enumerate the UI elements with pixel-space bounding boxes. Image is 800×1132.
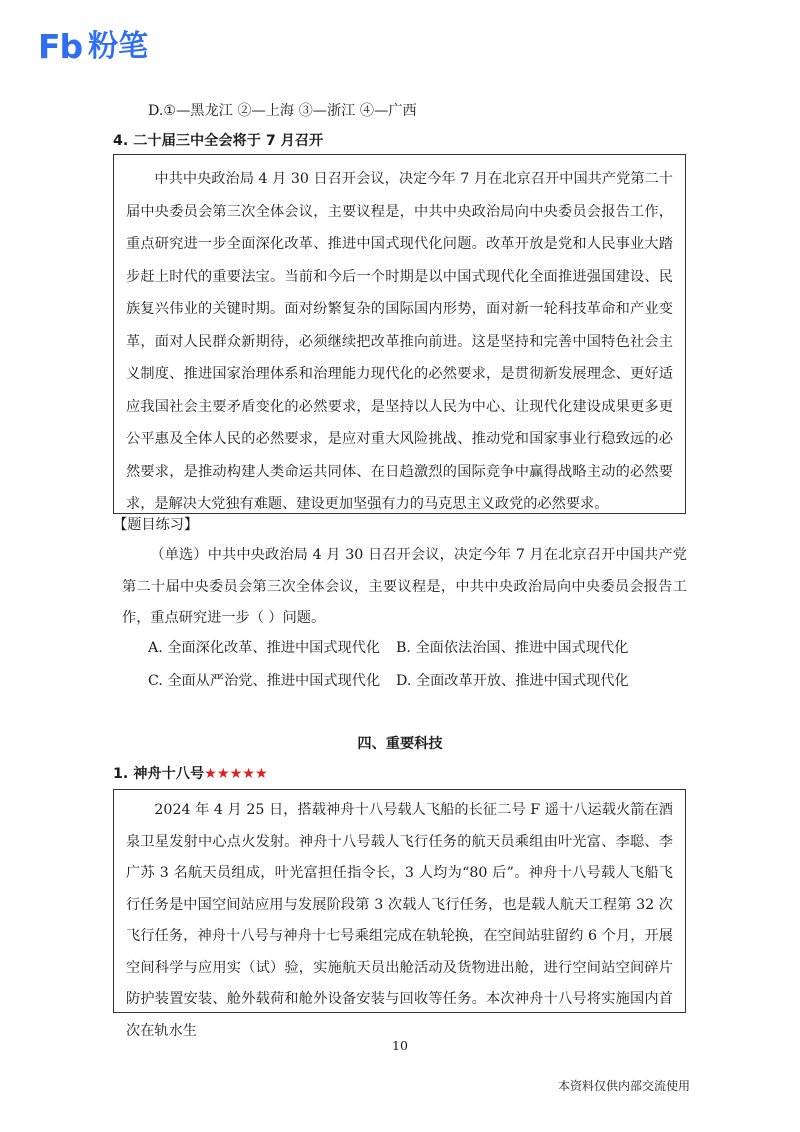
option-a: A. 全面深化改革、推进中国式现代化 — [148, 640, 381, 656]
logo-mark-icon: Fb — [38, 27, 83, 66]
option-d: D. 全面改革开放、推进中国式现代化 — [396, 673, 629, 689]
item-1-heading-row — [113, 764, 268, 784]
footer-note: 本资料仅供内部交流使用 — [557, 1079, 690, 1093]
rating-stars-icon: ★★★★★ — [204, 766, 268, 782]
option-b: B. 全面依法治国、推进中国式现代化 — [396, 640, 629, 656]
section-4-content-box — [113, 154, 686, 514]
section-4-body: 中共中央政治局 4 月 30 日召开会议，决定今年 7 月在北京召开中国共产党第二十届中央委员会第三次全体会议，主要议程是，中共中央政治局向中央委员会报告工作，重点研究进一步全面深化改革、推进中国式现代化问题。改革开放是党和人民事业大踏步赶上时代的重要法宝。当前和今后一个时期是以中国式现代化全面推进强国建设、民族复兴伟业的关键时期。面对纷繁复杂的国际国内形势，面对新一轮科技革命和产业变革，面对人民群众新期待，必须继续把改革推向前进。这是坚持和完善中国特色社会主义制度、推进国家治理体系和治理能力现代化的必然要求，是贯彻新发展理念、更好适应我国社会主要矛盾变化的必然要求，是坚持以人民为中心、让现代化建设成果更多更公平惠及全体人民的必然要求，是应对重大风险挑战、推动党和国家事业行稳致远的必然要求，是推动构建人类命运共同体、在日趋激烈的国际竞争中赢得战略主动的必然要求，是解决大党独有难题、建设更加坚强有力的马克思主义政党的必然要求。 — [126, 171, 673, 512]
item-1-body: 2024 年 4 月 25 日，搭载神舟十八号载人飞船的长征二号 F 遥十八运载火箭在酒泉卫星发射中心点火发射。神舟十八号载人飞行任务的航天员乘组由叶光富、李聪、李广苏 3 名航天员组成，叶光富担任指令长，3 人均为“80 后”。神舟十八号载人飞船飞行任务是中国空间站应用与发展阶段第 3 次载人飞行任务，也是载人航天工程第 32 次飞行任务，神舟十八号与神舟十七号乘组完成在轨轮换，在空间站驻留约 6 个月，开展空间科学与应用实（试）验，实施航天员出舱活动及货物进出舱，进行空间站空间碎片防护装置安装、舱外载荷和舱外设备安装与回收等任务。本次神舟十八号将实施国内首次在轨水生 — [126, 802, 673, 1039]
part-4-title: 四、重要科技 — [357, 736, 443, 752]
page-number: 10 — [392, 1038, 408, 1053]
brand-logo — [38, 27, 149, 66]
item-1-content-box — [113, 789, 686, 1039]
logo-text: 粉笔 — [88, 28, 149, 64]
previous-option-d: D.①—黑龙江 ②—上海 ③—浙江 ④—广西 — [148, 103, 417, 119]
option-c: C. 全面从严治党、推进中国式现代化 — [148, 673, 381, 689]
practice-question: （单选）中共中央政治局 4 月 30 日召开会议，决定今年 7 月在北京召开中国共产党第二十届中央委员会第三次全体会议，主要议程是，中共中央政治局向中央委员会报告工作，重点研究进一步（ ）问题。 — [122, 547, 687, 626]
section-4-heading: 4. 二十届三中全会将于 7 月召开 — [113, 133, 324, 149]
practice-label: 【题目练习】 — [113, 517, 199, 533]
item-1-heading: 1. 神舟十八号 — [113, 766, 205, 782]
